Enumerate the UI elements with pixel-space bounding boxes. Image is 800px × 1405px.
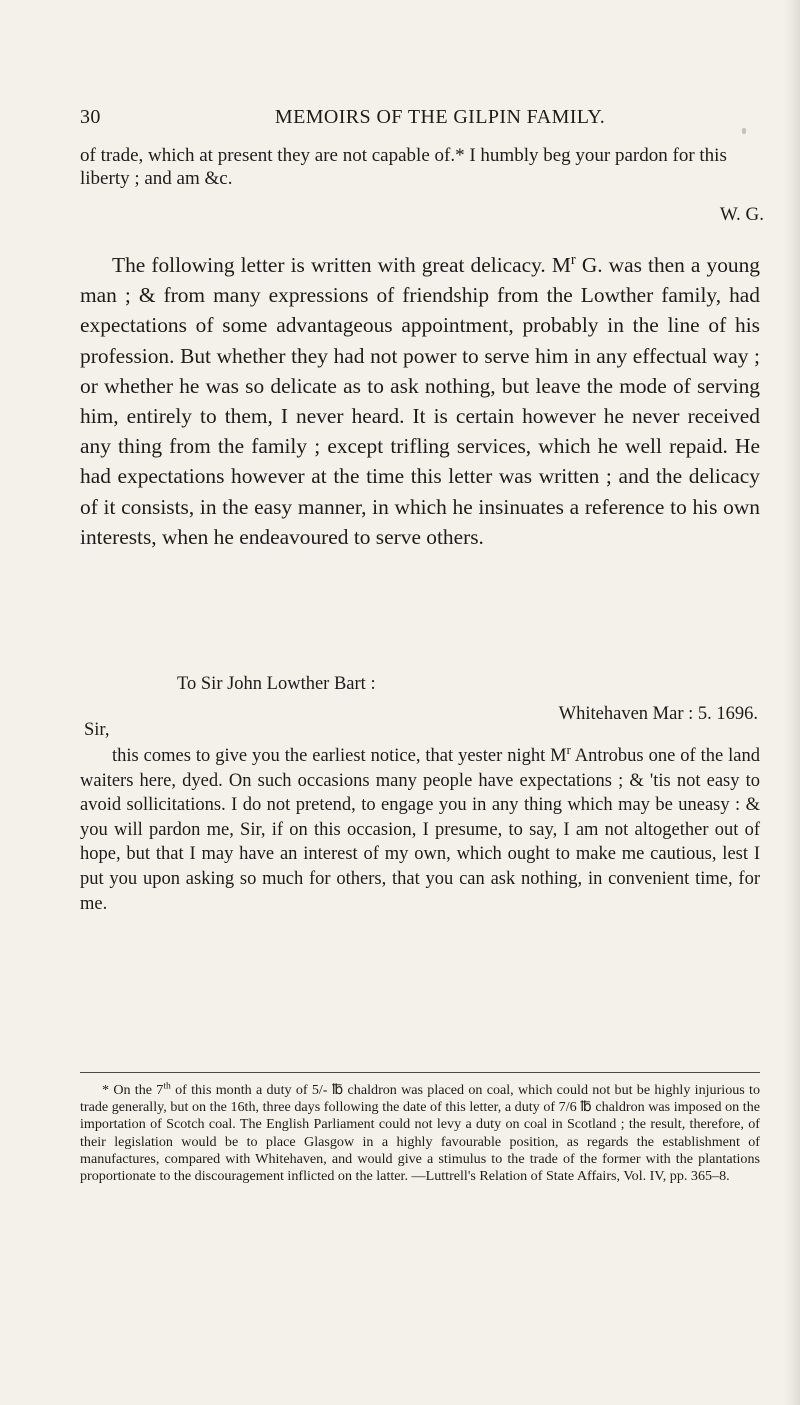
page-edge-shadow <box>784 0 800 1405</box>
letter-addressee: To Sir John Lowther Bart : <box>177 674 376 694</box>
letter-salutation: Sir, <box>84 720 110 740</box>
intro-lead: The following letter is written with great delicacy. M <box>112 253 571 277</box>
intro-rest: G. was then a young man ; & from many expressions of friendship from the Lowther family, had expectations of some advantageous appointment, probably in the line of his profession. But whether they had not power to serve him in any effectual way ; or whether he was so delicate as to ask nothing, but leave the mode of serving him, entirely to them, I never heard. It is certain however he never received any thing from the family ; except trifling services, which he well repaid. He had expectations however at the time this letter was written ; and the delicacy of it consists, in the easy manner, in which he insinuates a reference to his own interests, when he endeavoured to serve others. <box>80 253 760 549</box>
letter-body-lead: this comes to give you the earliest notice, that yester night M <box>112 746 567 766</box>
running-head <box>80 106 760 136</box>
footnote-superscript: th <box>163 1080 171 1092</box>
page-number: 30 <box>80 106 101 128</box>
footnote <box>80 1082 760 1185</box>
print-speck <box>742 128 746 134</box>
letter-body <box>80 744 760 916</box>
footnote-divider <box>80 1072 760 1073</box>
footnote-lead: * On the 7 <box>102 1082 164 1098</box>
footnote-rest: of this month a duty of 5/- ℔ chaldron was placed on coal, which could not but be highly injurious to trade generally, but on the 16th, three days following the date of this letter, a duty of 7/6 ℔ chaldron was imposed on the importation of Scotch coal. The English Parliament could not levy a duty on coal in Scotland ; the result, therefore, of their legislation would be to place Glasgow in a highly favourable position, as regards the establishment of manufactures, compared with Whitehaven, and would give a stimulus to the trade of the former with the plantations proportionate to the discouragement inflicted on the latter. —Luttrell's Relation of State Affairs, Vol. IV, pp. 365–8. <box>80 1082 760 1185</box>
running-title: MEMOIRS OF THE GILPIN FAMILY. <box>274 106 606 128</box>
opening-letter-ending: of trade, which at present they are not capable of.* I humbly beg your pardon for this liberty ; and am &c. <box>80 145 727 189</box>
letter-body-rest: Antrobus one of the land waiters here, dyed. On such occasions many people have expectations ; & 'tis not easy to avoid sollicitations. I do not pretend, to engage you in any thing which may be uneasy : & you will pardon me, Sir, if on this occasion, I presume, to say, I am not altogether out of hope, but that I may have an interest of my own, which ought to make me cautious, lest I put you upon asking so much for others, that you can ask nothing, in convenient time, for me. <box>80 746 760 914</box>
letter-signature: W. G. <box>719 204 764 225</box>
letter-dateline: Whitehaven Mar : 5. 1696. <box>558 704 758 724</box>
intro-superscript: r <box>570 252 576 268</box>
intro-paragraph <box>80 250 760 552</box>
letter-body-superscript: r <box>566 743 571 758</box>
